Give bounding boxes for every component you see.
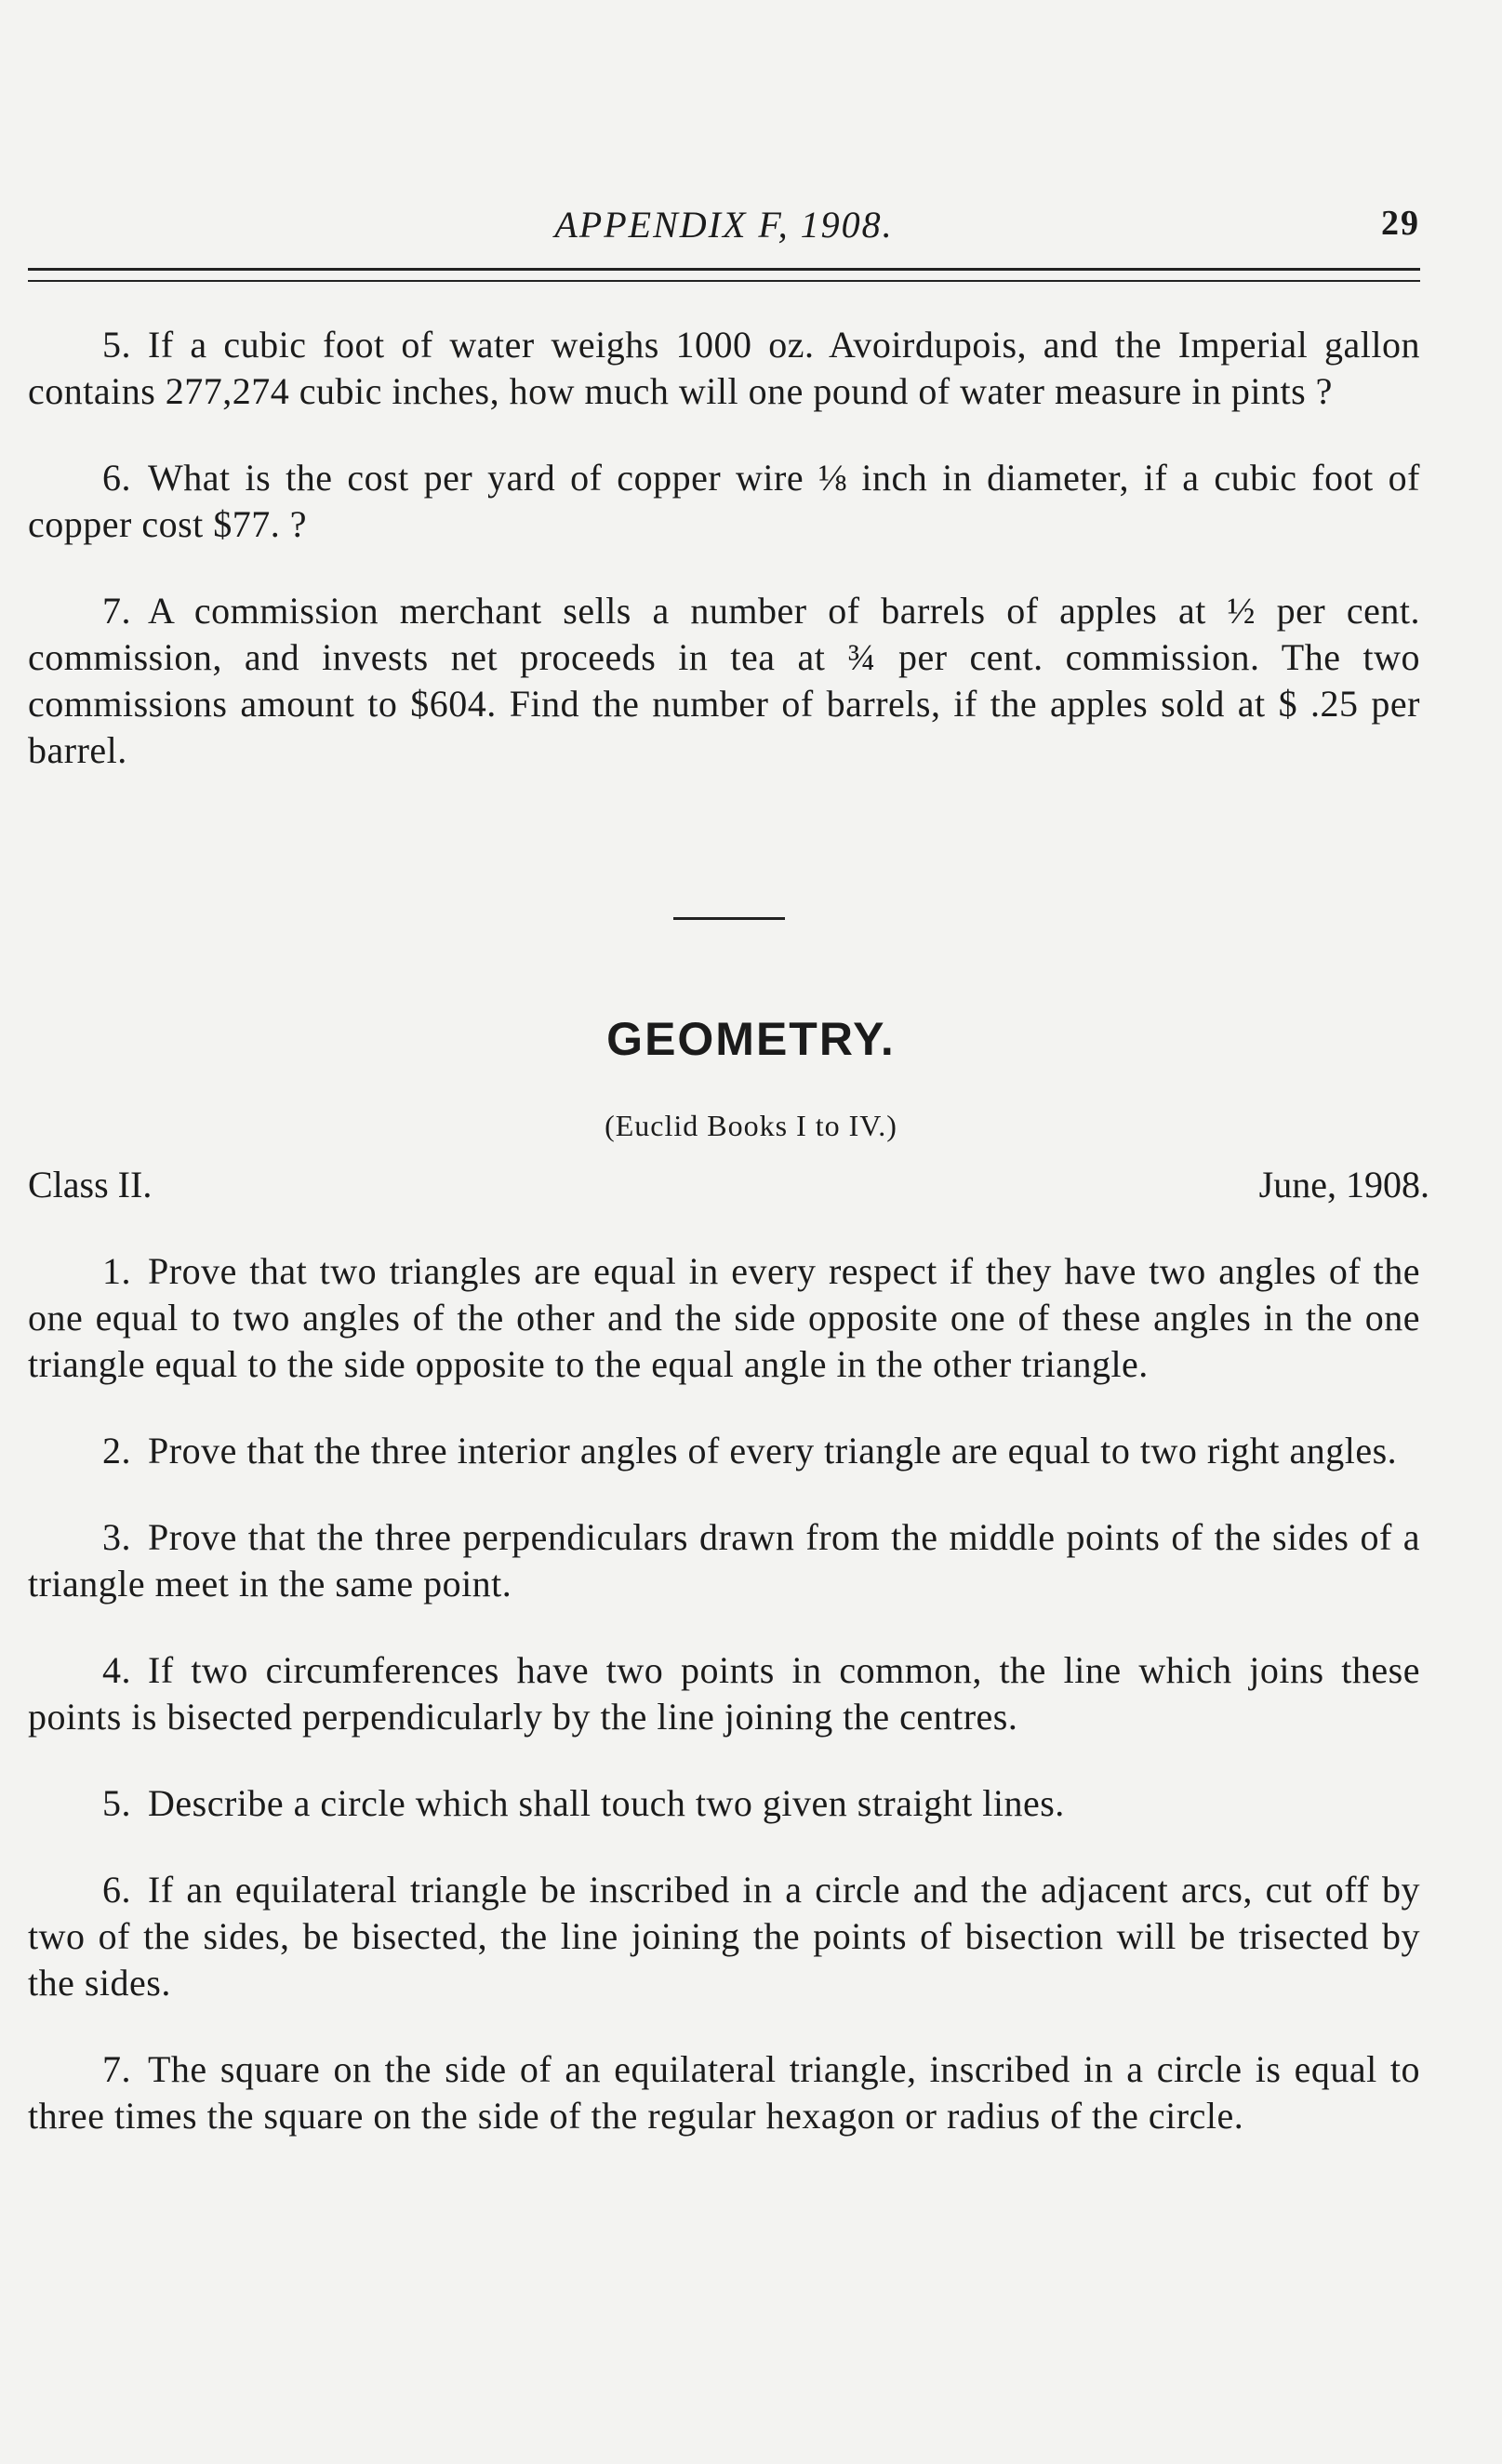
question-number: 6.: [102, 457, 131, 499]
question-number: 7.: [102, 590, 131, 632]
question-text: The square on the side of an equilateral triangle, inscribed in a circle is equal to three times the square on the side of the regular hexagon or radius of the circle.: [28, 2048, 1420, 2137]
question: [28, 1780, 1420, 1827]
question-number: 4.: [102, 1649, 131, 1691]
question-number: 5.: [102, 1782, 131, 1824]
question: [28, 2046, 1420, 2139]
question-number: 5.: [102, 324, 131, 366]
question-text: If an equilateral triangle be inscribed in a circle and the adjacent arcs, cut off by two of the sides, be bisected, the line joining the points of bisection will be trisected by the sides.: [28, 1869, 1420, 2004]
section-separator: [673, 917, 785, 920]
question: [28, 588, 1420, 774]
question-text: If a cubic foot of water weighs 1000 oz. Avoirdupois, and the Imperial gallon contains 277,274 cubic inches, how much will one pound of water measure in pints ?: [28, 324, 1420, 412]
page-number: 29: [1381, 204, 1420, 243]
question: [28, 322, 1420, 415]
question-text: A commission merchant sells a number of barrels of apples at ½ per cent. commission, and invests net proceeds in tea at ¾ per cent. commission. The two commissions amount to $604. Find the number of barrels, if the apples sold at $ .25 per barrel.: [28, 590, 1420, 771]
question-text: Describe a circle which shall touch two given straight lines.: [148, 1782, 1065, 1824]
question: [28, 455, 1420, 548]
header-double-rule: [28, 268, 1420, 282]
question-number: 6.: [102, 1869, 131, 1911]
question: [28, 1867, 1420, 2006]
question-text: Prove that two triangles are equal in every respect if they have two angles of the one equal to two angles of the other and the side opposite one of these angles in the one triangle equal to the side opposite to the equal angle in the other triangle.: [28, 1250, 1420, 1385]
question-text: Prove that the three perpendiculars drawn from the middle points of the sides of a triangle meet in the same point.: [28, 1516, 1420, 1605]
header-title: APPENDIX F, 1908.: [554, 204, 894, 246]
question-text: Prove that the three interior angles of every triangle are equal to two right angles.: [148, 1430, 1398, 1472]
geometry-questions: [28, 1248, 1420, 2179]
question-text: What is the cost per yard of copper wire ⅛ inch in diameter, if a cubic foot of copper cost $77. ?: [28, 457, 1420, 545]
question-number: 3.: [102, 1516, 131, 1558]
question-number: 1.: [102, 1250, 131, 1292]
exam-date: June, 1908.: [1258, 1164, 1429, 1205]
running-header: [28, 203, 1420, 255]
section-subtitle: (Euclid Books I to IV.): [605, 1109, 897, 1142]
question-number: 2.: [102, 1430, 131, 1472]
section-title: GEOMETRY.: [606, 1013, 896, 1065]
class-label: Class II.: [28, 1164, 153, 1205]
question-text: If two circumferences have two points in common, the line which joins these points is bisected perpendicularly by the line joining the centres.: [28, 1649, 1420, 1738]
question: [28, 1428, 1420, 1474]
question-number: 7.: [102, 2048, 131, 2090]
arithmetic-questions: [28, 322, 1420, 814]
question: [28, 1514, 1420, 1607]
question: [28, 1248, 1420, 1388]
question: [28, 1647, 1420, 1740]
